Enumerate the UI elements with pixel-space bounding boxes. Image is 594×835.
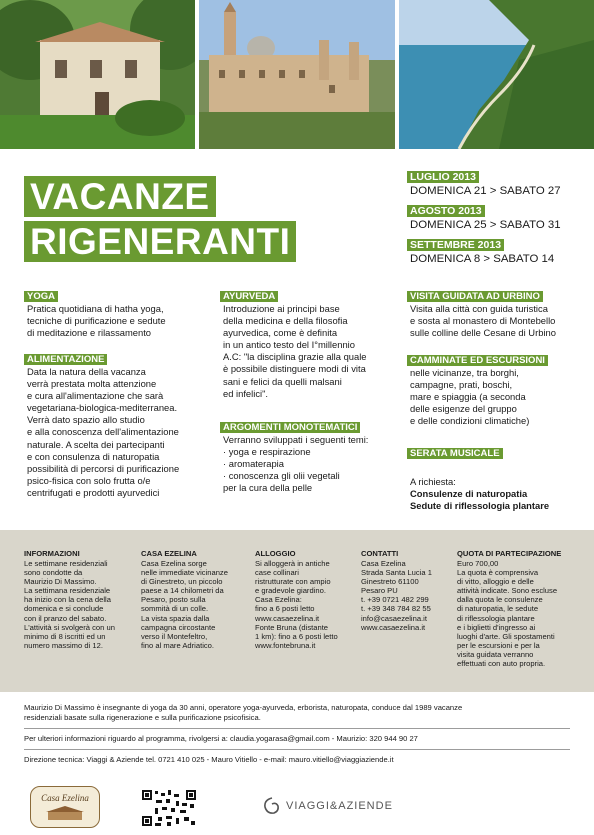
- photo-farmhouse: [0, 0, 195, 149]
- date-month-1: LUGLIO 2013: [407, 171, 479, 183]
- info-head-alloggio: ALLOGGIO: [255, 549, 296, 558]
- info-head-quota: QUOTA DI PARTECIPAZIONE: [457, 549, 562, 558]
- date-range-3: DOMENICA 8 > SABATO 14: [410, 253, 555, 265]
- section-head-argomenti: ARGOMENTI MONOTEMATICI: [220, 422, 360, 433]
- info-head-contatti: CONTATTI: [361, 549, 399, 558]
- section-text-yoga: Pratica quotidiana di hatha yoga, tecniche di purificazione e sedute di meditazione e rilassamento: [27, 303, 166, 339]
- footer-rule-2: [24, 749, 570, 750]
- section-head-ayurveda: AYURVEDA: [220, 291, 278, 302]
- richiesta-intro: A richiesta:: [410, 476, 456, 487]
- spiral-icon: [262, 796, 282, 816]
- qr-code-icon: [140, 788, 198, 828]
- logo-casa-ezelina-text: Casa Ezelina: [41, 793, 89, 803]
- section-head-camminate: CAMMINATE ED ESCURSIONI: [407, 355, 548, 366]
- date-month-3: SETTEMBRE 2013: [407, 239, 504, 251]
- section-text-ayurveda: Introduzione ai principi base della medicina e della filosofia ayurvedica, come è definita in un antico testo del I°millennio A.C: "la disciplina grazie alla quale è possibile distinguere modi di vita sani e felici da quelli malsani ed infelici".: [223, 303, 367, 399]
- logo-viaggi-aziende: [262, 795, 393, 817]
- section-head-yoga: YOGA: [24, 291, 58, 302]
- section-text-camminate: nelle vicinanze, tra borghi, campagne, prati, boschi, mare e spiaggia (a seconda delle esigenze del gruppo e delle condizioni climatiche): [410, 367, 530, 427]
- logo-viaggi-aziende-text: VIAGGI&AZIENDE: [286, 800, 393, 812]
- footer-bio: Maurizio Di Massimo è insegnante di yoga da 30 anni, operatore yoga-ayurveda, erborista, naturopata, conduce dal 1989 vacanze residenziali basate sulla rigenerazione e sulla purificazione psicofisica.: [24, 703, 463, 722]
- footer-rule-1: [24, 728, 570, 729]
- info-text-quota: Euro 700,00 La quota è comprensiva di vitto, alloggio e delle attività indicate. Sono escluse dalla quota le consulenze di naturopatia, le sedute di riflessologia plantare e i biglietti d'ingresso ai luoghi d'arte. Gli spostamenti per le escursioni e per la visita guidata verranno effettuati con auto propria.: [457, 559, 558, 669]
- date-range-1: DOMENICA 21 > SABATO 27: [410, 185, 561, 197]
- section-head-serata: SERATA MUSICALE: [407, 448, 503, 459]
- farmhouse-icon: [40, 805, 90, 821]
- richiesta-item-1: Consulenze di naturopatia: [410, 488, 528, 499]
- title-line-1: VACANZE: [24, 176, 216, 217]
- date-month-2: AGOSTO 2013: [407, 205, 485, 217]
- section-head-alimentazione: ALIMENTAZIONE: [24, 354, 107, 365]
- info-text-alloggio: Si alloggerà in antiche case collinari ristrutturate con ampio e gradevole giardino. Casa Ezelina: fino a 6 posti letto www.casaezelina.it Fonte Bruna (distante 1 km): fino a 6 posti letto www.fontebruna.it: [255, 559, 338, 650]
- section-text-urbino: Visita alla città con guida turistica e sosta al monastero di Montebello sulle colline delle Cesane di Urbino: [410, 303, 556, 339]
- info-text-contatti: Casa Ezelina Strada Santa Lucia 1 Ginestreto 61100 Pesaro PU t. +39 0721 482 299 t. +39 348 784 82 55 info@casaezelina.it www.casaezelina.it: [361, 559, 432, 632]
- info-text-casa: Casa Ezelina sorge nelle immediate vicinanze di Ginestreto, un piccolo paese a 14 chilometri da Pesaro, posto sulla sommità di un colle. La vista spazia dalla campagna circostante verso il Montefeltro, fino al mare Adriatico.: [141, 559, 228, 650]
- photo-coast: [399, 0, 594, 149]
- info-head-casa: CASA EZELINA: [141, 549, 197, 558]
- section-text-alimentazione: Data la natura della vacanza verrà prestata molta attenzione e cura all'alimentazione che sarà vegetariana-biologica-mediterranea. Verrà dato spazio allo studio e alla conoscenza dell'alimentazione naturale. A scelta dei partecipanti e con consulenza di naturopatia possibilità di percorsi di purificazione psico-fisica con solo frutta o/e centrifugati e prodotti ayurvedici: [27, 366, 180, 498]
- richiesta-item-2: Sedute di riflessologia plantare: [410, 500, 550, 511]
- section-text-argomenti: Verranno sviluppati i seguenti temi: · yoga e respirazione · aromaterapia · conoscenza gli olii vegetali per la cura della pelle: [223, 434, 369, 494]
- section-head-urbino: VISITA GUIDATA AD URBINO: [407, 291, 543, 302]
- footer-contact: Per ulteriori informazioni riguardo al programma, rivolgersi a: claudia.yogarasa@gmail.com - Maurizio: 320 944 90 27: [24, 734, 418, 743]
- title-line-2: RIGENERANTI: [24, 221, 296, 262]
- date-range-2: DOMENICA 25 > SABATO 31: [410, 219, 561, 231]
- info-text-informazioni: Le settimane residenziali sono condotte da Maurizio Di Massimo. La settimana residenziale ha inizio con la cena della domenica e si conclude con il pranzo del sabato. L'attività si svolgerà con un minimo di 8 iscritti ed un numero massimo di 12.: [24, 559, 115, 650]
- photo-urbino: [199, 0, 395, 149]
- info-head-informazioni: INFORMAZIONI: [24, 549, 80, 558]
- footer-direction: Direzione tecnica: Viaggi & Aziende tel. 0721 410 025 - Mauro Vitiello - e-mail: mauro.vitiello@viaggiaziende.it: [24, 755, 394, 764]
- logo-casa-ezelina: [30, 786, 100, 828]
